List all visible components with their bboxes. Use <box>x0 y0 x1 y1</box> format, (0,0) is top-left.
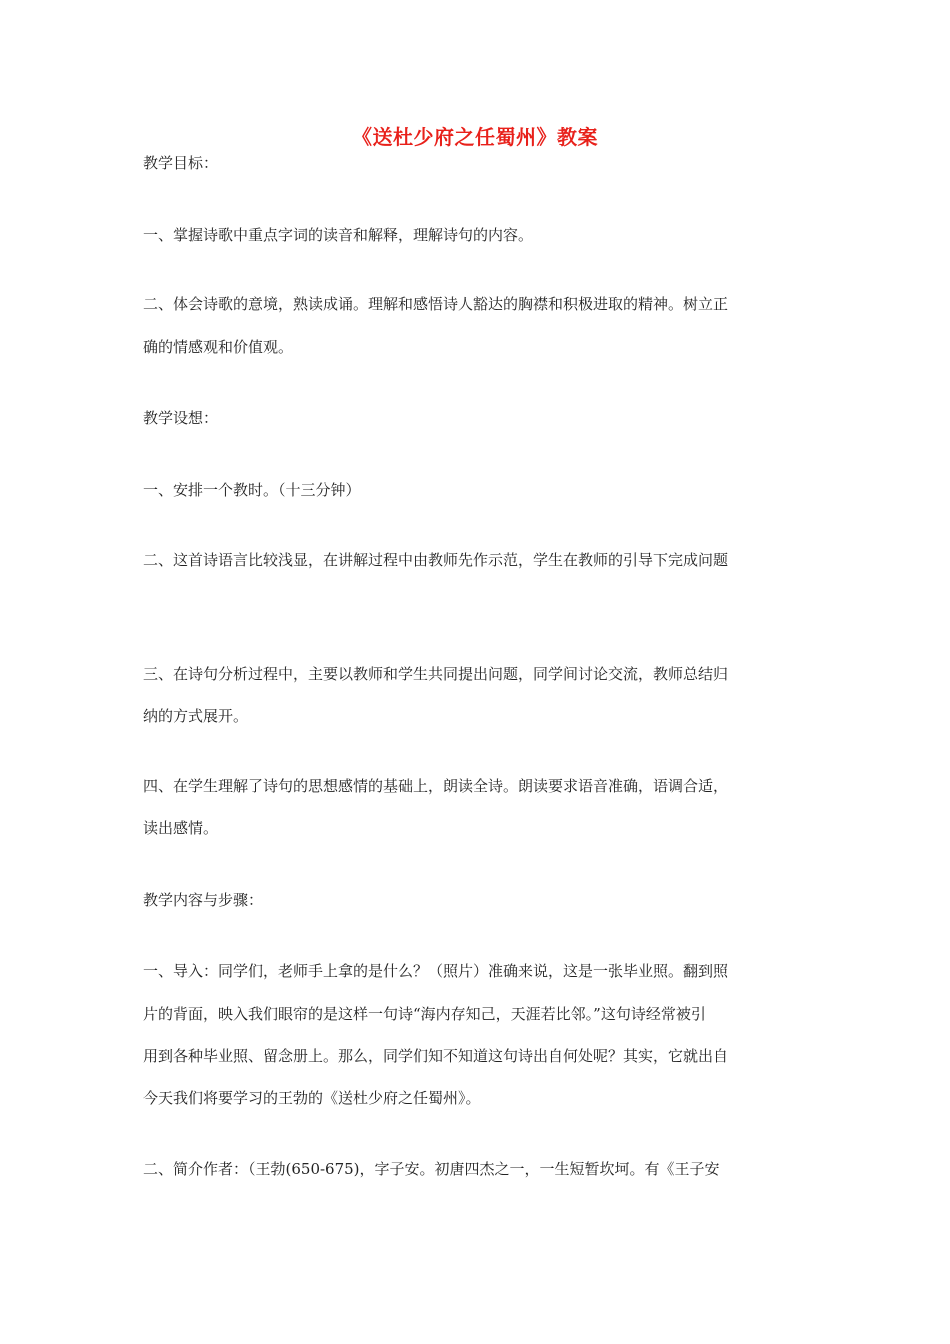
document-title: 《送杜少府之任蜀州》教案 <box>352 125 598 149</box>
paragraph-line: 确的情感观和价值观。 <box>143 338 294 356</box>
paragraph-line: 读出感情。 <box>143 819 219 837</box>
paragraph-line: 一、安排一个教时。（十三分钟） <box>143 481 361 499</box>
section-heading-objectives: 教学目标： <box>143 154 219 172</box>
section-heading-steps: 教学内容与步骤： <box>143 891 264 909</box>
paragraph-line: 二、简介作者：（王勃(650-675)，字子安。初唐四杰之一，一生短暂坎坷。有《王子安 <box>143 1160 720 1178</box>
section-heading-design: 教学设想： <box>143 409 219 427</box>
paragraph-line: 二、这首诗语言比较浅显，在讲解过程中由教师先作示范，学生在教师的引导下完成问题 <box>143 551 729 569</box>
paragraph-line: 三、在诗句分析过程中，主要以教师和学生共同提出问题，同学间讨论交流，教师总结归 <box>143 665 729 683</box>
paragraph-line: 片的背面，映入我们眼帘的是这样一句诗“海内存知己，天涯若比邻。”这句诗经常被引 <box>143 1005 706 1023</box>
paragraph-line: 二、体会诗歌的意境，熟读成诵。理解和感悟诗人豁达的胸襟和积极进取的精神。树立正 <box>143 295 729 313</box>
paragraph-line: 四、在学生理解了诗句的思想感情的基础上，朗读全诗。朗读要求语音准确，语调合适， <box>143 777 729 795</box>
paragraph-line: 今天我们将要学习的王勃的《送杜少府之任蜀州》。 <box>143 1089 481 1107</box>
paragraph-line: 一、掌握诗歌中重点字词的读音和解释，理解诗句的内容。 <box>143 226 534 244</box>
paragraph-line: 用到各种毕业照、留念册上。那么，同学们知不知道这句诗出自何处呢？其实，它就出自 <box>143 1047 729 1065</box>
paragraph-line: 纳的方式展开。 <box>143 707 249 725</box>
paragraph-line: 一、导入：同学们，老师手上拿的是什么？（照片）准确来说，这是一张毕业照。翻到照 <box>143 962 729 980</box>
